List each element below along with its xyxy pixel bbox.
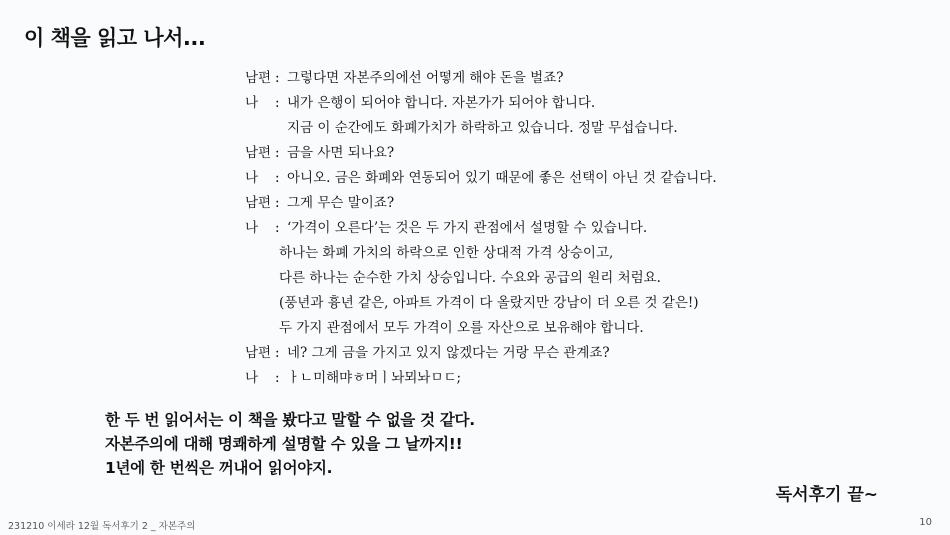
dialogue-text: 금을 사면 되나요? <box>287 145 395 161</box>
colon: : <box>275 195 280 211</box>
dialogue-text: 다른 하나는 순수한 가치 상승입니다. 수요와 공급의 원리 처럼요. <box>279 270 661 286</box>
speaker-label: 남편 <box>245 70 272 86</box>
footer-text: 231210 이세라 12월 독서후기 2 _ 자본주의 <box>8 521 196 532</box>
dialogue-text: 그렇다면 자본주의에선 어떻게 해야 돈을 벌죠? <box>287 70 564 86</box>
speaker-label: 나 <box>245 220 259 236</box>
colon: : <box>275 145 280 161</box>
colon: : <box>275 170 280 186</box>
summary-line: 1년에 한 번씩은 꺼내어 읽어야지. <box>105 459 333 477</box>
colon: : <box>275 95 280 111</box>
colon: : <box>275 220 280 236</box>
colon: : <box>275 370 280 386</box>
dialogue-text: 네? 그게 금을 가지고 있지 않겠다는 거랑 무슨 관계죠? <box>287 345 610 361</box>
summary-line: 한 두 번 읽어서는 이 책을 봤다고 말할 수 없을 것 같다. <box>105 411 475 429</box>
summary-line: 자본주의에 대해 명쾌하게 설명할 수 있을 그 날까지!! <box>105 435 463 453</box>
page-number: 10 <box>919 517 932 528</box>
dialogue-line <box>245 141 885 166</box>
dialogue-text: (풍년과 흉년 같은, 아파트 가격이 다 올랐지만 강남이 더 오른 것 같은!) <box>279 295 699 311</box>
colon: : <box>275 70 280 86</box>
dialogue-continuation <box>245 316 885 341</box>
dialogue-text: ㅏㄴ미해먀ㅎ머ㅣ놔뫼놔ㅁㄷ; <box>287 370 462 386</box>
dialogue-text: 두 가지 관점에서 모두 가격이 오를 자산으로 보유해야 합니다. <box>279 320 644 336</box>
speaker-label: 남편 <box>245 195 272 211</box>
dialogue-continuation <box>245 266 885 291</box>
dialogue-text: 아니오. 금은 화폐와 연동되어 있기 때문에 좋은 선택이 아닌 것 같습니다. <box>287 170 717 186</box>
dialogue-line <box>245 366 885 391</box>
dialogue-text: 그게 무슨 말이죠? <box>287 195 395 211</box>
dialogue-line <box>245 166 885 191</box>
dialogue-line <box>245 66 885 91</box>
dialogue-line <box>245 91 885 116</box>
speaker-label: 남편 <box>245 145 272 161</box>
dialogue-continuation <box>245 116 885 141</box>
dialogue-text: ‘가격이 오른다’는 것은 두 가지 관점에서 설명할 수 있습니다. <box>287 220 648 236</box>
speaker-label: 나 <box>245 95 259 111</box>
dialogue-line <box>245 191 885 216</box>
slide-title: 이 책을 읽고 나서... <box>24 26 206 50</box>
dialogue-text: 하나는 화폐 가치의 하락으로 인한 상대적 가격 상승이고, <box>279 245 614 261</box>
dialogue-continuation <box>245 241 885 266</box>
speaker-label: 나 <box>245 170 259 186</box>
speaker-label: 남편 <box>245 345 272 361</box>
dialogue-text: 내가 은행이 되어야 합니다. 자본가가 되어야 합니다. <box>287 95 596 111</box>
speaker-label: 나 <box>245 370 259 386</box>
dialogue-continuation <box>245 291 885 316</box>
summary-block <box>105 408 475 480</box>
dialogue-text: 지금 이 순간에도 화폐가치가 하락하고 있습니다. 정말 무섭습니다. <box>287 120 678 136</box>
closing-text: 독서후기 끝~ <box>775 485 878 505</box>
dialogue-line <box>245 216 885 241</box>
dialogue-block <box>245 66 885 391</box>
colon: : <box>275 345 280 361</box>
dialogue-line <box>245 341 885 366</box>
